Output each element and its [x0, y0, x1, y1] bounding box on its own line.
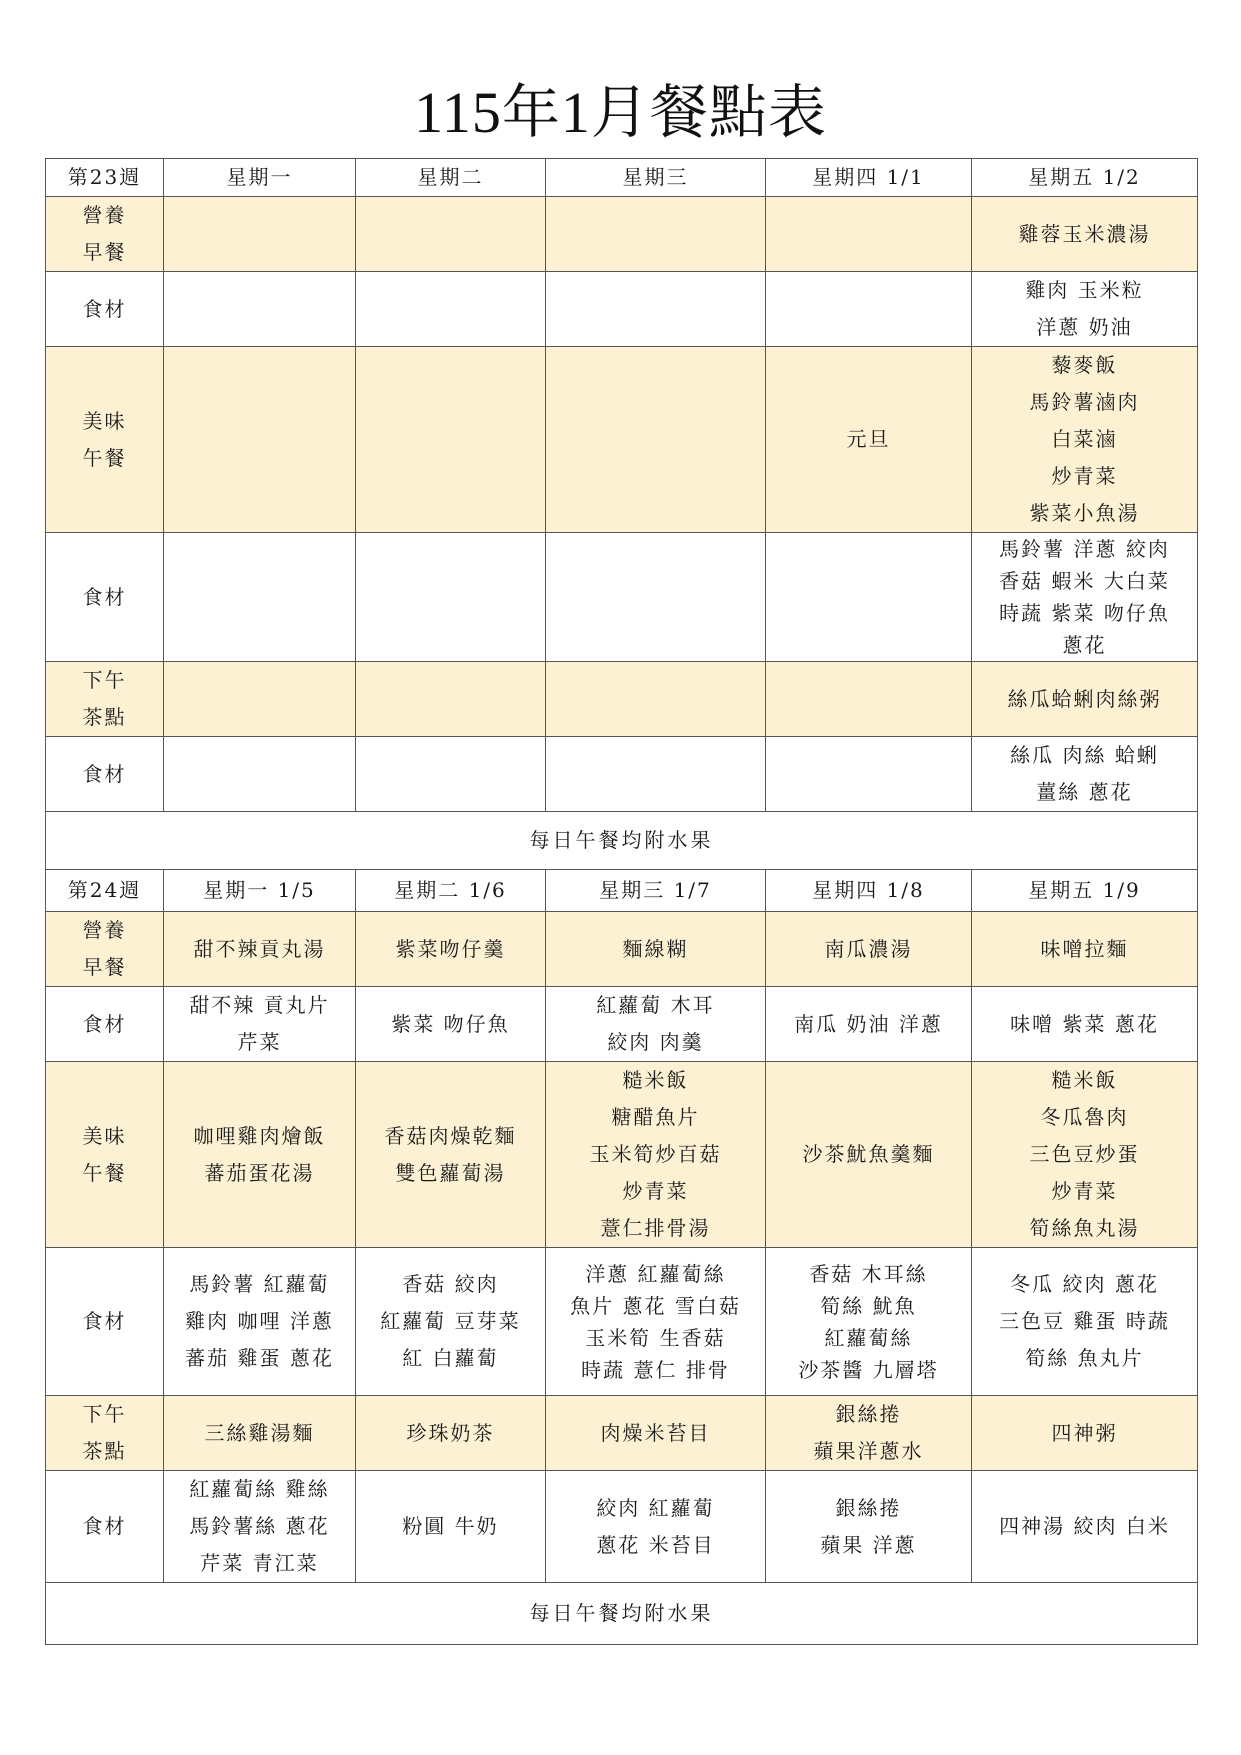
meal-cell [766, 912, 972, 987]
cell-line: 蔥花 米苔目 [596, 1532, 715, 1557]
week-label: 第24週 [46, 870, 164, 912]
cell-line: 洋蔥 奶油 [1036, 315, 1133, 339]
ingredients-cell [546, 1471, 766, 1583]
cell-line: 雞肉 玉米粒 [1025, 278, 1144, 302]
cell-line: 南瓜 奶油 洋蔥 [794, 1011, 943, 1036]
cell-line: 筍絲魚丸湯 [1029, 1216, 1140, 1240]
week-label: 第23週 [46, 159, 164, 197]
ingredients-cell [766, 1248, 972, 1396]
meal-cell [546, 197, 766, 272]
ingredients-cell [972, 272, 1198, 347]
meal-cell [972, 347, 1198, 533]
cell-line: 甜不辣貢丸湯 [193, 936, 326, 961]
cell-line: 絲瓜蛤蜊肉絲粥 [1007, 686, 1162, 711]
ingredients-cell [546, 1248, 766, 1396]
ingredients-cell [164, 987, 356, 1062]
cell-line: 三色豆 雞蛋 時蔬 [999, 1309, 1170, 1333]
row-label-line: 下午 [82, 668, 127, 692]
cell-line: 香菇肉燥乾麵 [384, 1123, 517, 1148]
ingredients-cell [164, 533, 356, 662]
row-label-line: 食材 [82, 1309, 127, 1333]
meal-cell [356, 347, 546, 533]
ingredients-row [46, 1471, 1198, 1583]
ingredients-cell [356, 737, 546, 812]
cell-line: 洋蔥 紅蘿蔔絲 [585, 1261, 726, 1286]
cell-line: 珍珠奶茶 [406, 1420, 495, 1445]
meal-cell [546, 1396, 766, 1471]
row-label [46, 533, 164, 662]
row-label [46, 1062, 164, 1248]
week-header-row [46, 159, 1198, 197]
ingredients-cell [164, 737, 356, 812]
day-header: 星期三 1/7 [546, 870, 766, 912]
cell-line: 冬瓜 絞肉 蔥花 [1010, 1272, 1159, 1296]
cell-line: 紫菜吻仔羹 [395, 936, 506, 961]
meal-schedule-table [45, 158, 1198, 1645]
cell-line: 玉米筍 生香菇 [585, 1325, 726, 1350]
cell-line: 南瓜濃湯 [824, 936, 913, 961]
page-title: 115年1月餐點表 [414, 80, 827, 145]
row-label [46, 197, 164, 272]
day-header: 星期二 1/6 [356, 870, 546, 912]
day-header: 星期五 1/9 [972, 870, 1198, 912]
cell-line: 芹菜 青江菜 [200, 1551, 319, 1575]
cell-line: 香菇 絞肉 [402, 1272, 499, 1296]
cell-line: 沙茶魷魚羹麵 [802, 1142, 935, 1166]
meal-row [46, 1396, 1198, 1471]
meal-cell [766, 197, 972, 272]
cell-line: 味噌拉麵 [1040, 936, 1129, 961]
cell-line: 銀絲捲 [835, 1495, 902, 1520]
ingredients-cell [356, 1471, 546, 1583]
day-header: 星期四 1/8 [766, 870, 972, 912]
day-header: 星期一 1/5 [164, 870, 356, 912]
cell-line: 味噌 紫菜 蔥花 [1010, 1011, 1159, 1036]
ingredients-cell [546, 272, 766, 347]
meal-cell [356, 912, 546, 987]
cell-line: 絲瓜 肉絲 蛤蜊 [1010, 743, 1159, 767]
fruit-note-row [46, 812, 1198, 870]
cell-line: 時蔬 紫菜 吻仔魚 [999, 601, 1170, 625]
cell-line: 糙米飯 [1051, 1068, 1118, 1092]
row-label [46, 737, 164, 812]
meal-cell [356, 197, 546, 272]
meal-cell [972, 662, 1198, 737]
cell-line: 四神粥 [1051, 1420, 1118, 1445]
cell-line: 元旦 [846, 427, 891, 451]
cell-line: 蕃茄蛋花湯 [204, 1160, 315, 1185]
ingredients-row [46, 987, 1198, 1062]
fruit-note-row [46, 1583, 1198, 1645]
cell-line: 糙米飯 [622, 1068, 689, 1092]
fruit-note: 每日午餐均附水果 [46, 1583, 1198, 1645]
meal-cell [546, 1062, 766, 1248]
row-label-line: 食材 [82, 761, 127, 786]
row-label [46, 347, 164, 533]
meal-cell [164, 347, 356, 533]
cell-line: 香菇 蝦米 大白菜 [999, 569, 1170, 593]
cell-line: 紅蘿蔔 木耳 [596, 993, 715, 1017]
cell-line: 銀絲捲 [835, 1402, 902, 1426]
cell-line: 玉米筍炒百菇 [589, 1142, 722, 1166]
row-label-line: 美味 [82, 408, 127, 433]
meal-cell [164, 1062, 356, 1248]
cell-line: 香菇 木耳絲 [809, 1261, 928, 1286]
meal-cell [546, 912, 766, 987]
cell-line: 雙色蘿蔔湯 [395, 1160, 506, 1185]
cell-line: 雞蓉玉米濃湯 [1018, 221, 1151, 246]
meal-schedule-body [46, 159, 1198, 1645]
cell-line: 絞肉 紅蘿蔔 [596, 1495, 715, 1520]
ingredients-cell [766, 1471, 972, 1583]
meal-cell [972, 912, 1198, 987]
cell-line: 肉燥米苔目 [600, 1420, 711, 1445]
ingredients-cell [972, 1471, 1198, 1583]
cell-line: 芹菜 [237, 1030, 282, 1054]
meal-cell [766, 662, 972, 737]
row-label-line: 午餐 [82, 1160, 127, 1185]
ingredients-cell [546, 987, 766, 1062]
cell-line: 麵線糊 [622, 936, 689, 961]
row-label-line: 食材 [82, 1011, 127, 1036]
ingredients-cell [766, 987, 972, 1062]
cell-line: 咖哩雞肉燴飯 [193, 1123, 326, 1148]
cell-line: 雞肉 咖哩 洋蔥 [185, 1309, 334, 1333]
meal-cell [972, 197, 1198, 272]
cell-line: 馬鈴薯絲 蔥花 [189, 1514, 330, 1538]
cell-line: 薑絲 蔥花 [1036, 780, 1133, 804]
ingredients-cell [546, 533, 766, 662]
cell-line: 馬鈴薯滷肉 [1029, 390, 1140, 414]
row-label-line: 食材 [82, 1514, 127, 1538]
ingredients-cell [766, 272, 972, 347]
meal-cell [766, 347, 972, 533]
ingredients-cell [766, 737, 972, 812]
cell-line: 四神湯 絞肉 白米 [999, 1514, 1170, 1538]
ingredients-cell [164, 1248, 356, 1396]
row-label-line: 下午 [82, 1402, 127, 1426]
row-label-line: 茶點 [82, 1439, 127, 1463]
row-label-line: 食材 [82, 296, 127, 321]
cell-line: 馬鈴薯 洋蔥 絞肉 [999, 537, 1170, 561]
cell-line: 甜不辣 貢丸片 [189, 993, 330, 1017]
meal-cell [546, 347, 766, 533]
ingredients-cell [164, 272, 356, 347]
week-header-row [46, 870, 1198, 912]
row-label-line: 營養 [82, 918, 127, 942]
meal-cell [766, 1062, 972, 1248]
meal-row [46, 197, 1198, 272]
cell-line: 時蔬 薏仁 排骨 [581, 1357, 730, 1382]
cell-line: 絞肉 肉羹 [607, 1030, 704, 1054]
cell-line: 紅蘿蔔絲 [824, 1325, 913, 1350]
cell-line: 蘋果 洋蔥 [820, 1532, 917, 1557]
ingredients-row [46, 272, 1198, 347]
cell-line: 筍絲 魚丸片 [1025, 1346, 1144, 1370]
meal-cell [356, 1396, 546, 1471]
cell-line: 紅 白蘿蔔 [402, 1346, 499, 1370]
cell-line: 紅蘿蔔絲 雞絲 [189, 1477, 330, 1501]
row-label-line: 食材 [82, 584, 127, 609]
cell-line: 蔥花 [1062, 633, 1107, 657]
cell-line: 三色豆炒蛋 [1029, 1142, 1140, 1166]
day-header: 星期一 [164, 159, 356, 197]
ingredients-cell [164, 1471, 356, 1583]
row-label-line: 茶點 [82, 705, 127, 729]
meal-cell [164, 197, 356, 272]
meal-cell [546, 662, 766, 737]
meal-cell [972, 1062, 1198, 1248]
cell-line: 糖醋魚片 [611, 1105, 700, 1129]
ingredients-cell [766, 533, 972, 662]
meal-cell [766, 1396, 972, 1471]
meal-cell [972, 1396, 1198, 1471]
cell-line: 粉圓 牛奶 [402, 1514, 499, 1538]
cell-line: 馬鈴薯 紅蘿蔔 [189, 1272, 330, 1296]
meal-row [46, 662, 1198, 737]
ingredients-cell [972, 533, 1198, 662]
cell-line: 炒青菜 [622, 1179, 689, 1203]
ingredients-cell [356, 272, 546, 347]
ingredients-row [46, 533, 1198, 662]
ingredients-cell [356, 1248, 546, 1396]
day-header: 星期五 1/2 [972, 159, 1198, 197]
cell-line: 沙茶醬 九層塔 [798, 1357, 939, 1382]
cell-line: 紫菜小魚湯 [1029, 501, 1140, 525]
ingredients-cell [972, 987, 1198, 1062]
row-label [46, 1396, 164, 1471]
day-header: 星期四 1/1 [766, 159, 972, 197]
row-label [46, 662, 164, 737]
ingredients-row [46, 737, 1198, 812]
row-label-line: 早餐 [82, 240, 127, 264]
meal-cell [356, 662, 546, 737]
meal-row [46, 1062, 1198, 1248]
cell-line: 紅蘿蔔 豆芽菜 [380, 1309, 521, 1333]
row-label [46, 1471, 164, 1583]
day-header: 星期二 [356, 159, 546, 197]
ingredients-cell [972, 737, 1198, 812]
ingredients-cell [356, 987, 546, 1062]
cell-line: 白菜滷 [1051, 427, 1118, 451]
cell-line: 三絲雞湯麵 [204, 1420, 315, 1445]
cell-line: 炒青菜 [1051, 464, 1118, 488]
cell-line: 蘋果洋蔥水 [813, 1439, 924, 1463]
cell-line: 炒青菜 [1051, 1179, 1118, 1203]
day-header: 星期三 [546, 159, 766, 197]
ingredients-cell [356, 533, 546, 662]
meal-cell [164, 912, 356, 987]
cell-line: 紫菜 吻仔魚 [391, 1011, 510, 1036]
cell-line: 蕃茄 雞蛋 蔥花 [185, 1346, 334, 1370]
row-label-line: 美味 [82, 1123, 127, 1148]
row-label-line: 營養 [82, 203, 127, 227]
cell-line: 魚片 蔥花 雪白菇 [570, 1293, 741, 1318]
ingredients-cell [972, 1248, 1198, 1396]
cell-line: 薏仁排骨湯 [600, 1216, 711, 1240]
cell-line: 筍絲 魷魚 [820, 1293, 917, 1318]
meal-cell [164, 662, 356, 737]
row-label-line: 早餐 [82, 955, 127, 979]
row-label [46, 912, 164, 987]
row-label [46, 987, 164, 1062]
cell-line: 冬瓜魯肉 [1040, 1105, 1129, 1129]
row-label [46, 1248, 164, 1396]
meal-row [46, 912, 1198, 987]
row-label [46, 272, 164, 347]
meal-row [46, 347, 1198, 533]
fruit-note: 每日午餐均附水果 [46, 812, 1198, 870]
meal-cell [356, 1062, 546, 1248]
ingredients-cell [546, 737, 766, 812]
row-label-line: 午餐 [82, 445, 127, 470]
cell-line: 藜麥飯 [1051, 353, 1118, 377]
ingredients-row [46, 1248, 1198, 1396]
meal-cell [164, 1396, 356, 1471]
